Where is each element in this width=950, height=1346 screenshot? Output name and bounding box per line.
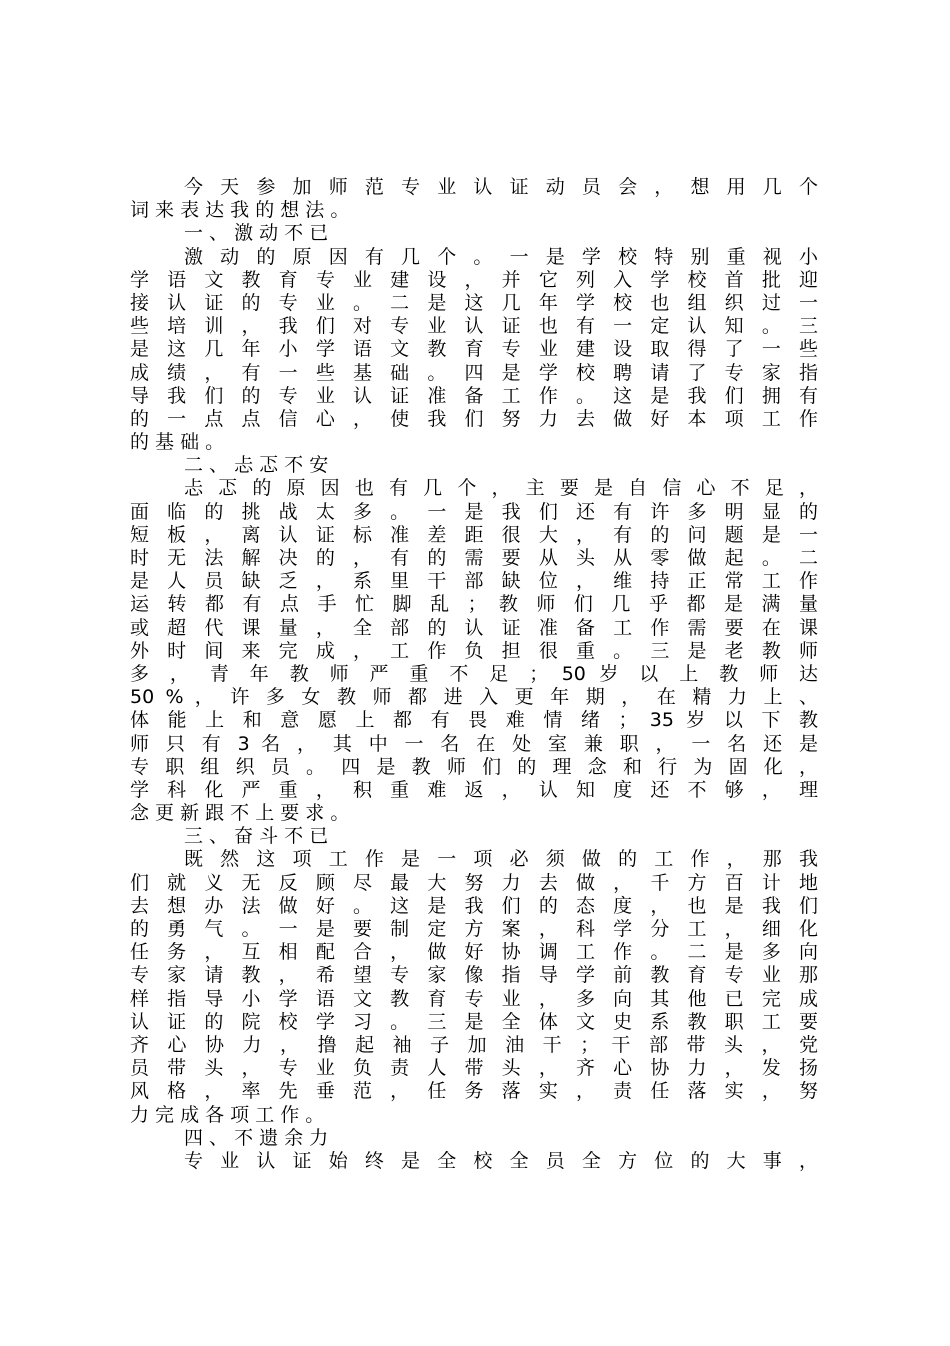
text-line: 的 勇 气 。 一 是 要 制 定 方 案 ， 科 学 分 工 ， 细 化 [130, 918, 818, 940]
text-line: 体 能 上 和 意 愿 上 都 有 畏 难 情 绪 ； 35 岁 以 下 教 [130, 709, 818, 732]
text-line: 外 时 间 来 完 成 ， 工 作 负 担 很 重 。 三 是 老 教 师 [130, 639, 818, 662]
text-line: 念 更 新 跟 不 上 要 求 。 [130, 802, 350, 825]
text-line: 忐 忑 的 原 因 也 有 几 个 ， 主 要 是 自 信 心 不 足 ， [184, 477, 818, 500]
text-line: 齐 心 协 力 ， 撸 起 袖 子 加 油 干 ； 干 部 带 头 ， 党 [130, 1033, 818, 1056]
text-line: 专 家 请 教 ， 希 望 专 家 像 指 导 学 前 教 育 专 业 那 [130, 964, 818, 987]
text-line: 们 就 义 无 反 顾 尽 最 大 努 力 去 做 ， 千 方 百 计 地 [130, 871, 818, 894]
text-line: 些 培 训 ， 我 们 对 专 业 认 证 也 有 一 定 认 知 。 三 [130, 315, 818, 338]
text-line: 样 指 导 小 学 语 文 教 育 专 业 ， 多 向 其 他 已 完 成 [130, 987, 818, 1010]
text-line: 多 ， 青 年 教 师 严 重 不 足 ； 50 岁 以 上 教 师 达 [130, 662, 818, 685]
text-line: 面 临 的 挑 战 太 多 。 一 是 我 们 还 有 许 多 明 显 的 [130, 500, 818, 523]
text-line: 认 证 的 院 校 学 习 。 三 是 全 体 文 史 系 教 职 工 要 [130, 1010, 818, 1033]
text-line: 或 超 代 课 量 ， 全 部 的 认 证 准 备 工 作 需 要 在 课 [130, 616, 818, 639]
text-line: 员 带 头 ， 专 业 负 责 人 带 头 ， 齐 心 协 力 ， 发 扬 [130, 1057, 818, 1080]
text-line: 运 转 都 有 点 手 忙 脚 乱 ； 教 师 们 几 乎 都 是 满 量 [130, 593, 818, 616]
text-line: 一 、 激 动 不 已 [184, 222, 329, 245]
text-line: 既 然 这 项 工 作 是 一 项 必 须 做 的 工 作 ， 那 我 [184, 848, 818, 871]
text-line: 今 天 参 加 师 范 专 业 认 证 动 员 会 ， 想 用 几 个 [184, 176, 818, 198]
text-line: 激 动 的 原 因 有 几 个 。 一 是 学 校 特 别 重 视 小 [184, 245, 818, 268]
text-line: 二 、 忐 忑 不 安 [184, 454, 329, 477]
text-line: 力 完 成 各 项 工 作 。 [130, 1103, 325, 1126]
text-line: 师 只 有 3 名 ， 其 中 一 名 在 处 室 兼 职 ， 一 名 还 是 [130, 732, 818, 755]
text-line: 风 格 ， 率 先 垂 范 ， 任 务 落 实 ， 责 任 落 实 ， 努 [130, 1080, 818, 1103]
text-line: 四 、 不 遗 余 力 [184, 1126, 329, 1149]
text-line: 短 板 ， 离 认 证 标 准 差 距 很 大 ， 有 的 问 题 是 一 [130, 523, 818, 546]
text-line: 任 务 ， 互 相 配 合 ， 做 好 协 调 工 作 。 二 是 多 向 [130, 941, 818, 964]
text-line: 学 科 化 严 重 ， 积 重 难 返 ， 认 知 度 还 不 够 ， 理 [130, 778, 818, 801]
text-line: 50 % ， 许 多 女 教 师 都 进 入 更 年 期 ， 在 精 力 上 、 [130, 686, 818, 709]
text-line: 是 这 几 年 小 学 语 文 教 育 专 业 建 设 取 得 了 一 些 [130, 338, 818, 361]
document-body [130, 176, 818, 1173]
text-line: 学 语 文 教 育 专 业 建 设 ， 并 它 列 入 学 校 首 批 迎 [130, 268, 818, 291]
text-line: 的 一 点 点 信 心 ， 使 我 们 努 力 去 做 好 本 项 工 作 [130, 407, 818, 430]
text-line: 导 我 们 的 专 业 认 证 准 备 工 作 。 这 是 我 们 拥 有 [130, 384, 818, 407]
text-line: 接 认 证 的 专 业 。 二 是 这 几 年 学 校 也 组 织 过 一 [130, 291, 818, 314]
text-line: 时 无 法 解 决 的 ， 有 的 需 要 从 头 从 零 做 起 。 二 [130, 547, 818, 569]
text-line: 三 、 奋 斗 不 已 [184, 825, 329, 848]
text-line: 去 想 办 法 做 好 。 这 是 我 们 的 态 度 ， 也 是 我 们 [130, 894, 818, 917]
text-line: 专 业 认 证 始 终 是 全 校 全 员 全 方 位 的 大 事 ， [184, 1149, 818, 1172]
text-line: 的 基 础 。 [130, 431, 225, 454]
text-line: 专 职 组 织 员 。 四 是 教 师 们 的 理 念 和 行 为 固 化 ， [130, 755, 818, 778]
text-line: 词 来 表 达 我 的 想 法 。 [130, 199, 350, 222]
text-line: 是 人 员 缺 乏 ， 系 里 干 部 缺 位 ， 维 持 正 常 工 作 [130, 570, 818, 593]
text-line: 成 绩 ， 有 一 些 基 础 。 四 是 学 校 聘 请 了 专 家 指 [130, 361, 818, 384]
